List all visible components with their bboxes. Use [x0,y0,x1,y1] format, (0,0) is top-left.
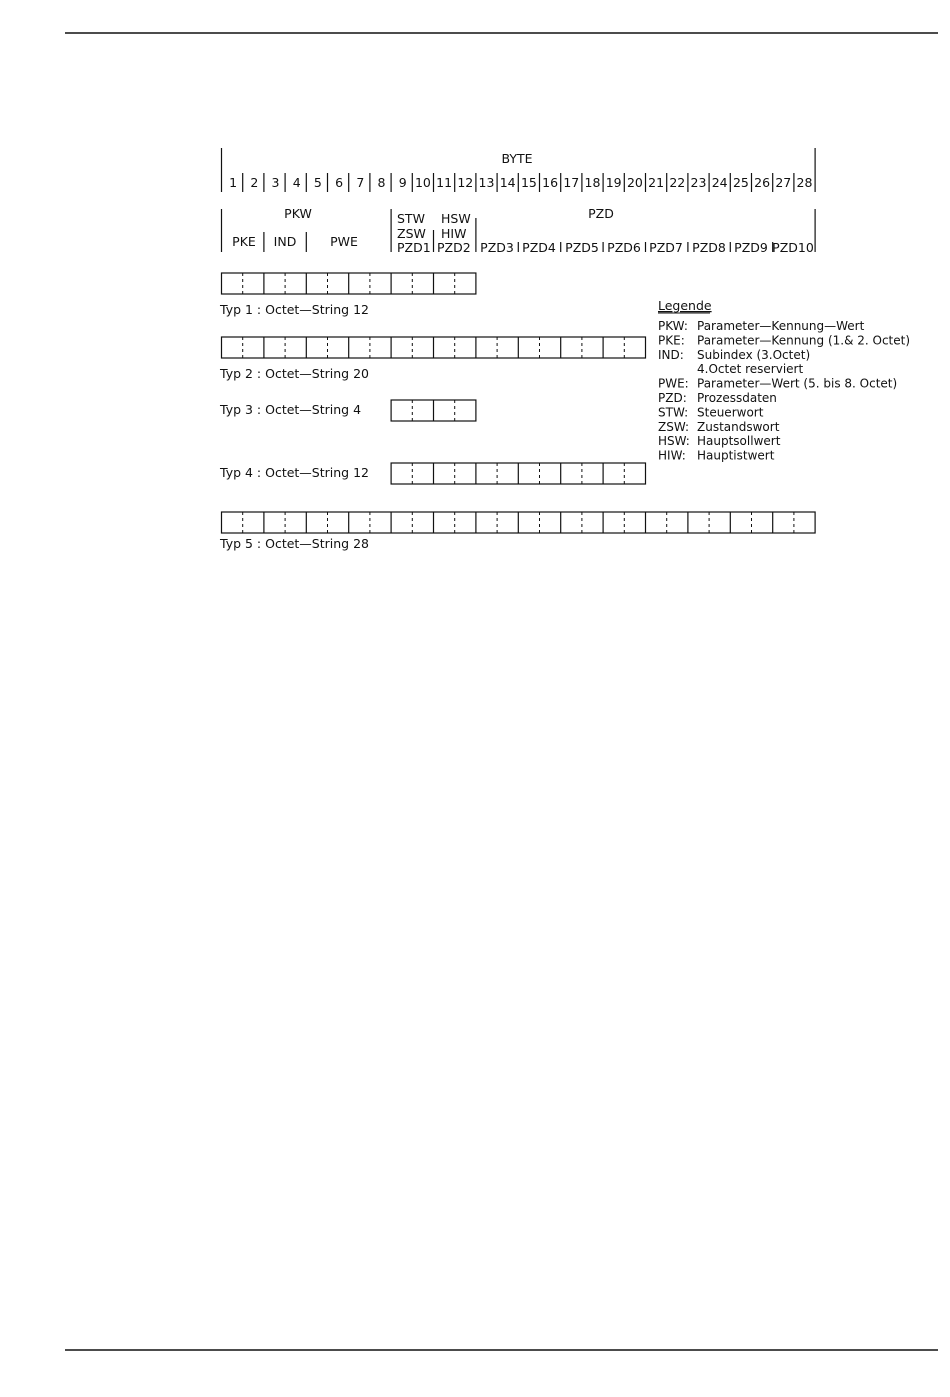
pzd1-label: PZD1 [397,240,431,255]
legend-abbr: PWE: [658,376,689,391]
legend-text: Hauptsollwert [697,434,781,449]
stw-label: STW [397,211,425,226]
legend-item [658,348,810,362]
byte-number: 4 [292,175,301,190]
pzd3-label: PZD3 [480,240,514,255]
hsw-label: HSW [441,211,471,226]
legend-item [658,319,865,333]
byte-number: 9 [398,175,407,190]
type-2-label: Typ 2 : Octet—String 20 [220,366,369,381]
legend-text: 4.Octet reserviert [697,362,804,377]
legend-abbr: ZSW: [658,419,690,434]
byte-number: 27 [775,175,792,190]
byte-number: 1 [229,175,238,190]
byte-number: 14 [499,175,516,190]
ind-label: IND [273,234,297,249]
byte-number: 24 [711,175,728,190]
legend-text: Subindex (3.Octet) [697,347,811,362]
byte-title: BYTE [501,151,533,166]
byte-number: 16 [542,175,559,190]
type-5-box [222,512,816,533]
legend-text: Steuerwort [697,405,764,420]
legend-item [658,333,910,347]
byte-number: 20 [626,175,643,190]
pke-label: PKE [232,234,256,249]
legend-item [658,420,780,434]
hiw-label: HIW [441,226,467,241]
type-4-label: Typ 4 : Octet—String 12 [220,465,369,480]
legend-abbr: PKW: [658,319,688,333]
legend-item [658,434,781,448]
type-5-label: Typ 5 : Octet—String 28 [220,536,369,551]
type-4-box [391,463,645,484]
legend-item [658,405,764,419]
legend-abbr: HSW: [658,434,690,449]
legend-title: Legende [658,298,712,313]
zsw-label: ZSW [397,226,426,241]
legend-text: Zustandswort [697,419,780,434]
legend-item [697,362,803,376]
byte-number: 22 [669,175,686,190]
byte-number: 21 [648,175,665,190]
legend-abbr: STW: [658,405,689,420]
legend-item [658,391,777,405]
legend-item [658,377,897,391]
pzd10-label: PZD10 [772,240,814,255]
byte-number: 25 [732,175,749,190]
byte-number: 19 [605,175,622,190]
byte-number: 28 [796,175,813,190]
legend-text: Hauptistwert [697,448,775,463]
byte-number: 2 [250,175,259,190]
byte-number: 26 [754,175,771,190]
pzd6-label: PZD6 [607,240,641,255]
pzd-label: PZD [588,206,614,221]
type-3-box [391,400,476,421]
legend-abbr: HIW: [658,448,686,463]
byte-number: 3 [271,175,280,190]
pzd9-label: PZD9 [734,240,768,255]
byte-number: 12 [457,175,474,190]
pzd7-label: PZD7 [649,240,683,255]
legend-text: Parameter—Kennung—Wert [697,319,865,333]
pwe-label: PWE [330,234,358,249]
byte-number: 13 [478,175,495,190]
pkw-label: PKW [284,206,312,221]
legend-item [658,449,775,463]
byte-number: 6 [335,175,344,190]
legend-abbr: PZD: [658,391,687,405]
byte-number: 18 [584,175,601,190]
byte-number: 10 [414,175,431,190]
legend-abbr: PKE: [658,333,685,348]
byte-number: 11 [436,175,453,190]
pzd8-label: PZD8 [692,240,726,255]
byte-number: 15 [520,175,537,190]
legend-abbr: IND: [658,347,684,362]
legend-list [658,319,910,463]
pzd2-label: PZD2 [437,240,471,255]
legend-text: Prozessdaten [697,391,777,405]
byte-number: 17 [563,175,580,190]
type-2-box [222,337,646,358]
byte-number: 7 [356,175,365,190]
pzd5-label: PZD5 [565,240,599,255]
legend-text: Parameter—Wert (5. bis 8. Octet) [697,376,898,391]
type-1-box [222,273,476,294]
legend-text: Parameter—Kennung (1.& 2. Octet) [697,333,911,348]
byte-number: 8 [377,175,386,190]
type-1-label: Typ 1 : Octet—String 12 [220,302,369,317]
byte-number: 23 [690,175,707,190]
pzd4-label: PZD4 [522,240,556,255]
type-3-label: Typ 3 : Octet—String 4 [220,402,362,417]
byte-number: 5 [313,175,322,190]
